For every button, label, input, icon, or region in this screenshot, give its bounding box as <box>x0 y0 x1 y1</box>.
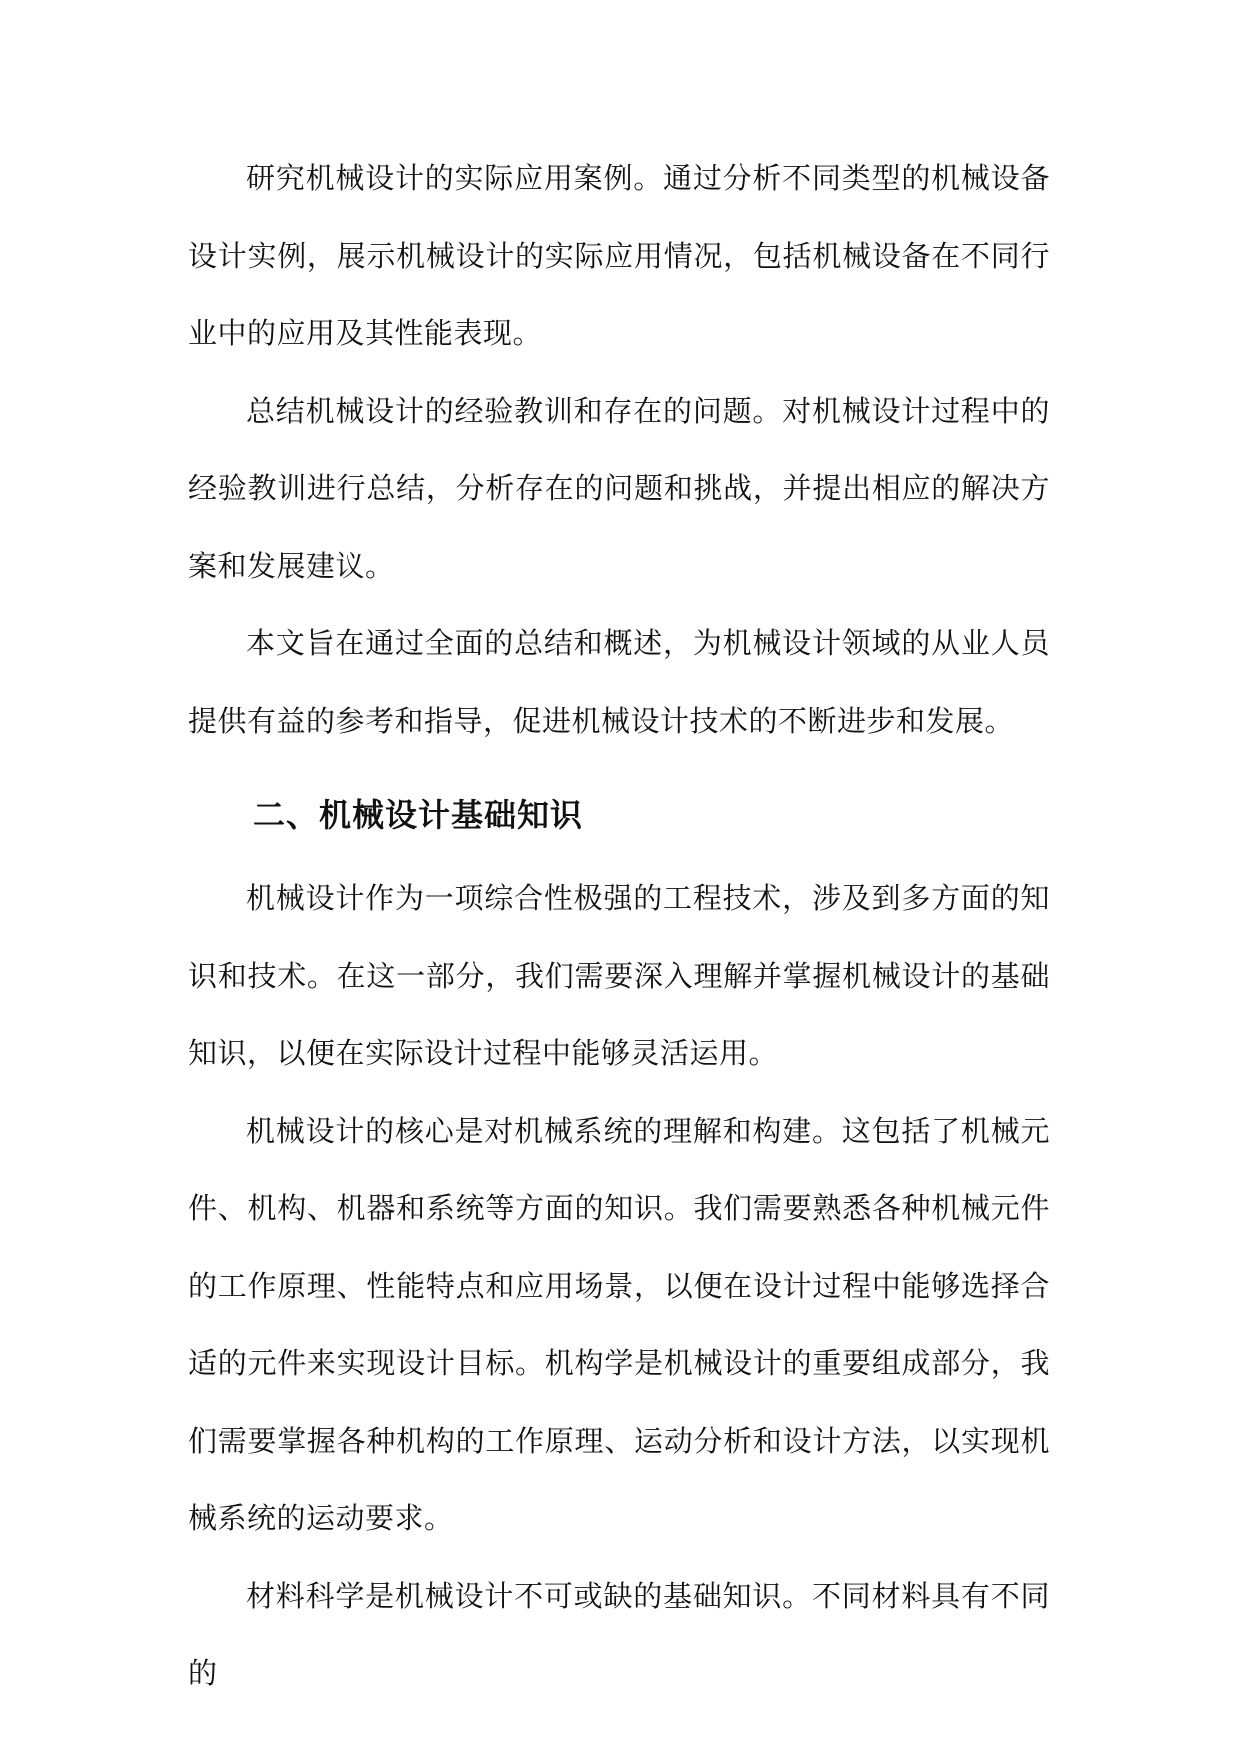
document-body <box>188 140 1050 1713</box>
body-paragraph: 研究机械设计的实际应用案例。通过分析不同类型的机械设备设计实例，展示机械设计的实际应用情况，包括机械设备在不同行业中的应用及其性能表现。 <box>188 161 1050 350</box>
body-paragraph: 本文旨在通过全面的总结和概述，为机械设计领域的从业人员提供有益的参考和指导，促进机械设计技术的不断进步和发展。 <box>188 626 1050 738</box>
body-paragraph: 材料科学是机械设计不可或缺的基础知识。不同材料具有不同的 <box>188 1578 1050 1690</box>
body-paragraph: 总结机械设计的经验教训和存在的问题。对机械设计过程中的经验教训进行总结，分析存在的问题和挑战，并提出相应的解决方案和发展建议。 <box>188 393 1050 583</box>
body-paragraph: 机械设计作为一项综合性极强的工程技术，涉及到多方面的知识和技术。在这一部分，我们需要深入理解并掌握机械设计的基础知识，以便在实际设计过程中能够灵活运用。 <box>188 881 1050 1070</box>
section-heading: 二、机械设计基础知识 <box>253 796 584 834</box>
body-paragraph: 机械设计的核心是对机械系统的理解和构建。这包括了机械元件、机构、机器和系统等方面的知识。我们需要熟悉各种机械元件的工作原理、性能特点和应用场景，以便在设计过程中能够选择合适的元件来实现设计目标。机构学是机械设计的重要组成部分，我们需要掌握各种机构的工作原理、运动分析和设计方法，以实现机械系统的运动要求。 <box>188 1113 1050 1535</box>
